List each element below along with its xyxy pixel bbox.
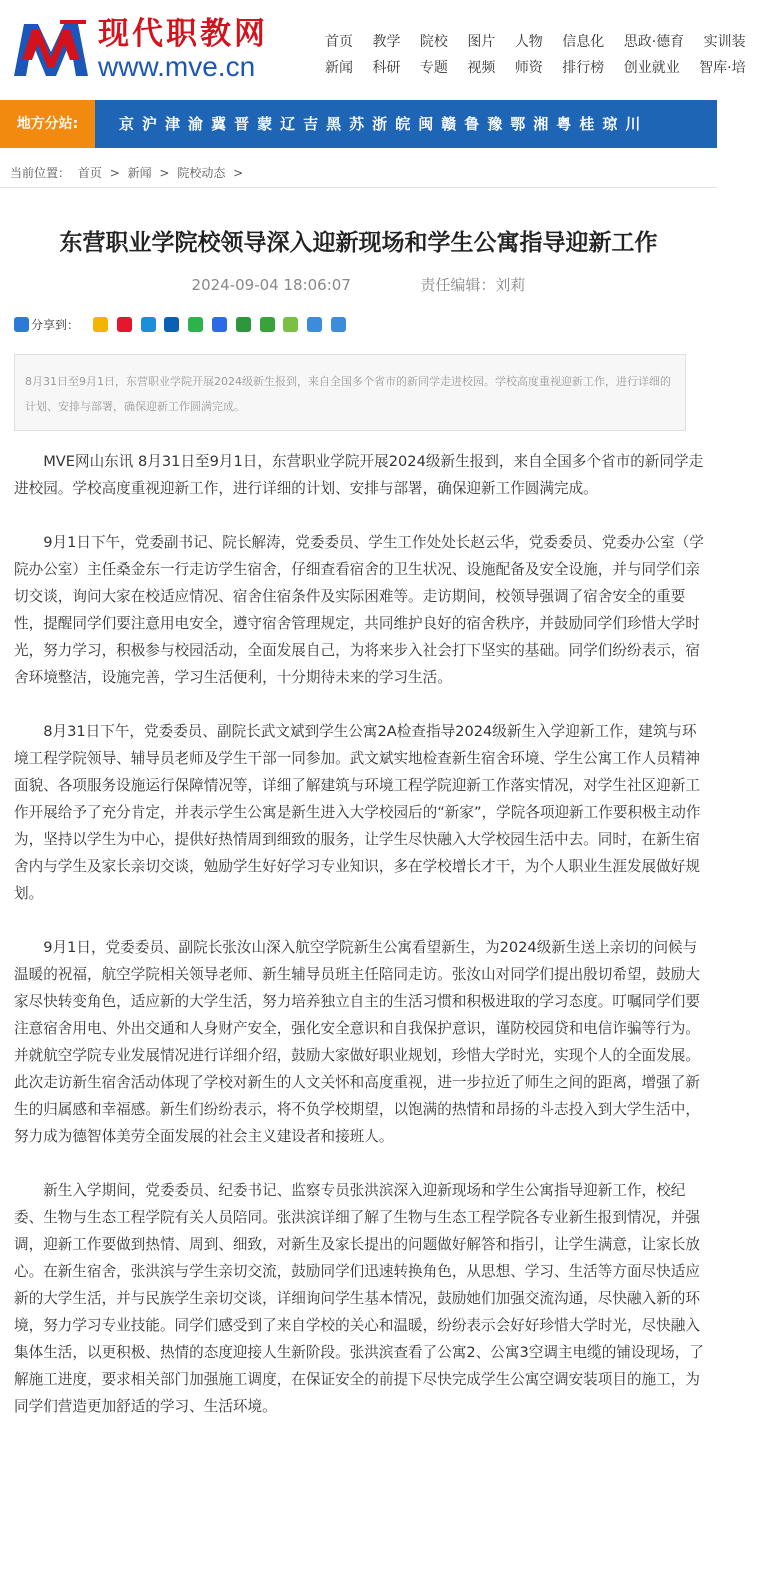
region-link[interactable]: 粤 — [556, 115, 572, 133]
nav-item-videos[interactable]: 视频 — [467, 60, 496, 76]
nav-item-career[interactable]: 创业就业 — [623, 60, 680, 76]
article-paragraph: MVE网山东讯 8月31日至9月1日，东营职业学院开展2024级新生报到，来自全国多个省市的新同学走进校园。学校高度重视迎新工作，进行详细的计划、安排与部署，确保迎新工作圆满完成。 — [14, 453, 704, 497]
region-link[interactable]: 湘 — [533, 115, 549, 133]
nav-item-ideology[interactable]: 思政·德育 — [623, 34, 685, 50]
article-paragraph: 9月1日下午，党委副书记、院长解涛，党委委员、学生工作处处长赵云华，党委委员、党委办公室（学院办公室）主任桑金东一行走访学生宿舍，仔细查看宿舍的卫生状况、设施配备及安全设施，并与同学们亲切交谈，询问大家在校适应情况、宿舍住宿条件及实际困难等。走访期间，校领导强调了宿舍安全的重要性，提醒同学们要注意用电安全，遵守宿舍管理规定，共同维护良好的宿舍秩序，并鼓励同学们珍惜大学时光，努力学习，积极参与校园活动，全面发展自己，为将来步入社会打下坚实的基础。同学们纷纷表示，宿舍环境整洁，设施完善，学习生活便利，十分期待未来的学习生活。 — [14, 534, 704, 686]
nav-item-home[interactable]: 首页 — [325, 34, 353, 50]
breadcrumb-separator: > — [233, 166, 244, 180]
wechat-icon[interactable] — [188, 317, 203, 332]
region-link[interactable]: 川 — [625, 115, 641, 133]
region-link[interactable]: 桂 — [579, 115, 595, 133]
site-url[interactable]: www.mve.cn — [98, 51, 256, 82]
region-link[interactable]: 浙 — [372, 115, 388, 133]
region-link[interactable]: 鄂 — [510, 115, 526, 133]
tencent-weibo-icon[interactable] — [141, 317, 156, 332]
breadcrumb-news[interactable]: 新闻 — [127, 166, 152, 180]
mve-logo-icon[interactable] — [14, 18, 88, 78]
region-link[interactable]: 豫 — [487, 115, 503, 133]
more-icon[interactable] — [331, 317, 346, 332]
breadcrumb-home[interactable]: 首页 — [77, 166, 102, 180]
pengyou-icon[interactable] — [283, 317, 298, 332]
article-paragraph: 8月31日下午，党委委员、副院长武文斌到学生公寓2A检查指导2024级新生入学迎新工作，建筑与环境工程学院领导、辅导员老师及学生干部一同参加。武文斌实地检查新生宿舍环境、学生公寓工作人员精神面貌、各项服务设施运行保障情况等，详细了解建筑与环境工程学院迎新工作落实情况，对学生社区迎新工作开展给予了充分肯定，并表示学生公寓是新生进入大学校园后的“新家”，学院各项迎新工作要积极主动作为，坚持以学生为中心，提供好热情周到细致的服务，让学生尽快融入大学校园生活中去。同时，在新生宿舍内与学生及家长亲切交谈，勉励学生好好学习专业知识，多在学校增长才干，为个人职业生涯发展做好规划。 — [14, 723, 701, 902]
nav-item-rankings[interactable]: 排行榜 — [562, 60, 605, 76]
nav-item-research[interactable]: 科研 — [372, 60, 401, 76]
region-link[interactable]: 皖 — [395, 115, 411, 133]
site-header — [0, 0, 746, 100]
regional-sites-label: 地方分站: — [0, 100, 95, 148]
region-link[interactable]: 晋 — [234, 115, 250, 133]
region-link[interactable]: 黑 — [326, 115, 342, 133]
region-link[interactable]: 津 — [165, 115, 181, 133]
share-bar — [14, 316, 351, 336]
article-editor: 责任编辑：刘莉 — [420, 276, 526, 294]
region-link[interactable]: 吉 — [303, 115, 319, 133]
nav-item-teaching[interactable]: 教学 — [372, 34, 401, 50]
nav-item-news[interactable]: 新闻 — [325, 60, 353, 76]
share-plus-icon[interactable] — [14, 317, 29, 332]
nav-item-topics[interactable]: 专题 — [419, 60, 448, 76]
site-name[interactable]: 现代职教网 — [98, 16, 268, 52]
region-link[interactable]: 冀 — [211, 115, 227, 133]
region-link[interactable]: 苏 — [349, 115, 365, 133]
article-meta — [0, 274, 717, 295]
article-summary: 8月31日至9月1日，东营职业学院开展2024级新生报到，来自全国多个省市的新同学走进校园。学校高度重视迎新工作，进行详细的计划、安排与部署，确保迎新工作圆满完成。 — [14, 354, 686, 431]
region-link[interactable]: 鲁 — [464, 115, 480, 133]
nav-item-training[interactable]: 实训装 — [703, 34, 746, 50]
baidu-icon[interactable] — [212, 317, 227, 332]
mail-icon[interactable] — [307, 317, 322, 332]
kaixin-icon[interactable] — [260, 317, 275, 332]
region-link[interactable]: 闽 — [418, 115, 434, 133]
main-nav-row-2 — [325, 57, 761, 77]
article-paragraph: 新生入学期间，党委委员、纪委书记、监察专员张洪滨深入迎新现场和学生公寓指导迎新工作，校纪委、生物与生态工程学院有关人员陪同。张洪滨详细了解了生物与生态工程学院各专业新生报到情况，并强调，迎新工作要做到热情、周到、细致，对新生及家长提出的问题做好解答和指引，让学生满意，让家长放心。在新生宿舍，张洪滨与学生亲切交流，鼓励同学们迅速转换角色，从思想、学习、生活等方面尽快适应新的大学生活，并与民族学生亲切交谈，详细询问学生基本情况，鼓励她们加强交流沟通，尽快融入新的环境，努力学习专业技能。同学们感受到了来自学校的关心和温暖，纷纷表示会好好珍惜大学时光，尽快融入集体生活，以更积极、热情的态度迎接人生新阶段。张洪滨查看了公寓2、公寓3空调主电缆的铺设现场，了解施工进度，要求相关部门加强施工调度，在保证安全的前提下尽快完成学生公寓空调安装项目的施工，为同学们营造更加舒适的学习、生活环境。 — [14, 1182, 704, 1415]
nav-item-schools[interactable]: 院校 — [419, 34, 448, 50]
weibo-icon[interactable] — [117, 317, 132, 332]
renren-icon[interactable] — [164, 317, 179, 332]
region-link[interactable]: 京 — [119, 115, 135, 133]
nav-item-people[interactable]: 人物 — [514, 34, 543, 50]
nav-item-think-tank[interactable]: 智库·培 — [699, 60, 746, 76]
breadcrumb — [10, 164, 247, 181]
share-label: 分享到： — [31, 318, 80, 332]
nav-item-faculty[interactable]: 师资 — [514, 60, 543, 76]
qzone-icon[interactable] — [93, 317, 108, 332]
breadcrumb-school-news[interactable]: 院校动态 — [177, 166, 226, 180]
region-link[interactable]: 蒙 — [257, 115, 273, 133]
article-paragraph: 9月1日，党委委员、副院长张汝山深入航空学院新生公寓看望新生，为2024级新生送上亲切的问候与温暖的祝福，航空学院相关领导老师、新生辅导员班主任陪同走访。张汝山对同学们提出殷切希望，鼓励大家尽快转变角色，适应新的大学生活，努力培养独立自主的生活习惯和积极进取的学习态度。叮嘱同学们要注意宿舍用电、外出交通和人身财产安全，强化安全意识和自我保护意识，谨防校园贷和电信诈骗等行为。并就航空学院专业发展情况进行详细介绍，鼓励大家做好职业规划，珍惜大学时光，实现个人的全面发展。此次走访新生宿舍活动体现了学校对新生的人文关怀和高度重视，进一步拉近了师生之间的距离，增强了新生的归属感和幸福感。新生们纷纷表示，将不负学校期望，以饱满的热情和昂扬的斗志投入到大学生活中，努力成为德智体美劳全面发展的社会主义建设者和接班人。 — [14, 939, 700, 1145]
region-link[interactable]: 辽 — [280, 115, 296, 133]
region-link[interactable]: 沪 — [142, 115, 158, 133]
main-nav-row-1 — [325, 31, 761, 51]
article-body — [14, 448, 704, 1447]
breadcrumb-prefix: 当前位置： — [10, 166, 71, 180]
regional-sites-bar — [0, 100, 717, 148]
article-title: 东营职业学院校领导深入迎新现场和学生公寓指导迎新工作 — [59, 230, 658, 257]
nav-item-photos[interactable]: 图片 — [467, 34, 496, 50]
regional-sites-list — [119, 100, 648, 148]
douban-icon[interactable] — [236, 317, 251, 332]
nav-item-informatization[interactable]: 信息化 — [562, 34, 605, 50]
article-date: 2024-09-04 18:06:07 — [191, 276, 351, 294]
region-link[interactable]: 琼 — [602, 115, 618, 133]
breadcrumb-separator: > — [109, 166, 120, 180]
region-link[interactable]: 渝 — [188, 115, 204, 133]
breadcrumb-separator: > — [159, 166, 170, 180]
breadcrumb-divider — [0, 187, 717, 188]
region-link[interactable]: 赣 — [441, 115, 457, 133]
